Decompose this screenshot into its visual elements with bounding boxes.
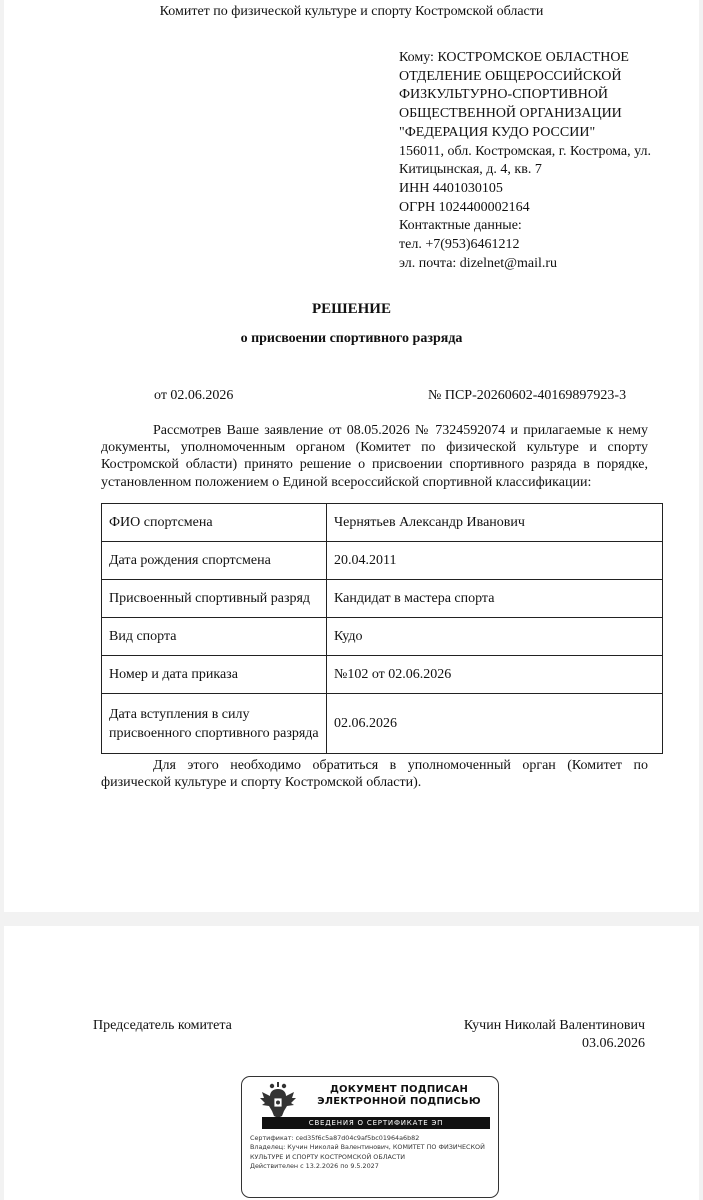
table-row-value: Кандидат в мастера спорта (327, 580, 663, 618)
table-row (102, 504, 663, 542)
table-row-value: 20.04.2011 (327, 542, 663, 580)
decision-body-text: Рассмотрев Ваше заявление от 08.05.2026 № 7324592074 и прилагаемые к нему документы, уполномоченным органом (Комитет по физической культуре и спорту Костромской области) принято решение о присвоении спортивного разряда в порядке, установленном положением о Единой всероссийской спортивной классификации: (101, 423, 648, 490)
recipient-line: тел. +7(953)6461212 (399, 237, 520, 253)
signature-date: 03.06.2026 (582, 1036, 645, 1051)
certificate-serial: Сертификат: ced35f6c5a87d04c9af5bc01964a6b82 (250, 1134, 420, 1142)
document-subtitle: о присвоении спортивного разряда (240, 331, 463, 346)
decision-page (4, 0, 699, 912)
signatory-name: Кучин Николай Валентинович (463, 1018, 645, 1033)
athlete-info-table (101, 503, 663, 754)
recipient-line: Контактные данные: (399, 218, 522, 234)
recipient-line: "ФЕДЕРАЦИЯ КУДО РОССИИ" (399, 124, 596, 140)
table-row-label: ФИО спортсмена (102, 504, 327, 542)
table-row-value: №102 от 02.06.2026 (327, 656, 663, 694)
instruction-text: Для этого необходимо обратиться в уполномоченный орган (Комитет по физической культуре и спорту Костромской области). (101, 758, 648, 791)
recipient-line: 156011, обл. Костромская, г. Кострома, ул. (399, 143, 652, 159)
recipient-line: Кому: КОСТРОМСКОЕ ОБЛАСТНОЕ (399, 50, 629, 65)
table-row-value: Чернятьев Александр Иванович (327, 504, 663, 542)
russian-coat-of-arms-icon (258, 1081, 298, 1119)
document-title: РЕШЕНИЕ (312, 301, 391, 317)
recipient-line: ФИЗКУЛЬТУРНО-СПОРТИВНОЙ (399, 87, 609, 103)
decision-date: от 02.06.2026 (154, 388, 234, 403)
table-row-label: Номер и дата приказа (102, 656, 327, 694)
table-row (102, 694, 663, 754)
electronic-signature-stamp (241, 1076, 499, 1198)
stamp-title-line: ЭЛЕКТРОННОЙ ПОДПИСЬЮ (317, 1096, 481, 1107)
table-row-label: Дата рождения спортсмена (102, 542, 327, 580)
decision-number: № ПСР-20260602-40169897923-3 (428, 388, 627, 403)
table-row (102, 542, 663, 580)
table-row-label: Вид спорта (102, 618, 327, 656)
table-row (102, 580, 663, 618)
certificate-validity: Действителен с 13.2.2026 по 9.5.2027 (250, 1161, 379, 1170)
signature-page (4, 926, 699, 1200)
certificate-owner: Владелец: Кучин Николай Валентинович, КОМИТЕТ ПО ФИЗИЧЕСКОЙ (250, 1143, 485, 1152)
table-row-label: Присвоенный спортивный разряд (102, 580, 327, 618)
stamp-title (304, 1084, 494, 1108)
certificate-owner-org: КУЛЬТУРЕ И СПОРТУ КОСТРОМСКОЙ ОБЛАСТИ (250, 1152, 406, 1161)
recipient-line: ОГРН 1024400002164 (399, 199, 530, 215)
table-row-value: 02.06.2026 (327, 694, 663, 754)
recipient-line: эл. почта: dizelnet@mail.ru (399, 255, 558, 271)
certificate-details (250, 1134, 492, 1171)
table-row-value: Кудо (327, 618, 663, 656)
issuing-authority: Комитет по физической культуре и спорту Костромской области (159, 4, 544, 19)
recipient-block (399, 49, 689, 273)
signatory-position: Председатель комитета (93, 1018, 232, 1033)
recipient-line: ОТДЕЛЕНИЕ ОБЩЕРОССИЙСКОЙ (399, 68, 622, 84)
table-row (102, 618, 663, 656)
stamp-title-line: ДОКУМЕНТ ПОДПИСАН (329, 1084, 469, 1095)
table-row (102, 656, 663, 694)
certificate-header-bar: СВЕДЕНИЯ О СЕРТИФИКАТЕ ЭП (262, 1117, 490, 1129)
recipient-line: Китицынская, д. 4, кв. 7 (399, 162, 542, 178)
recipient-line: ИНН 4401030105 (399, 180, 503, 196)
table-row-label: Дата вступления в силу присвоенного спортивного разряда (102, 694, 327, 754)
recipient-line: ОБЩЕСТВЕННОЙ ОРГАНИЗАЦИИ (399, 106, 622, 122)
